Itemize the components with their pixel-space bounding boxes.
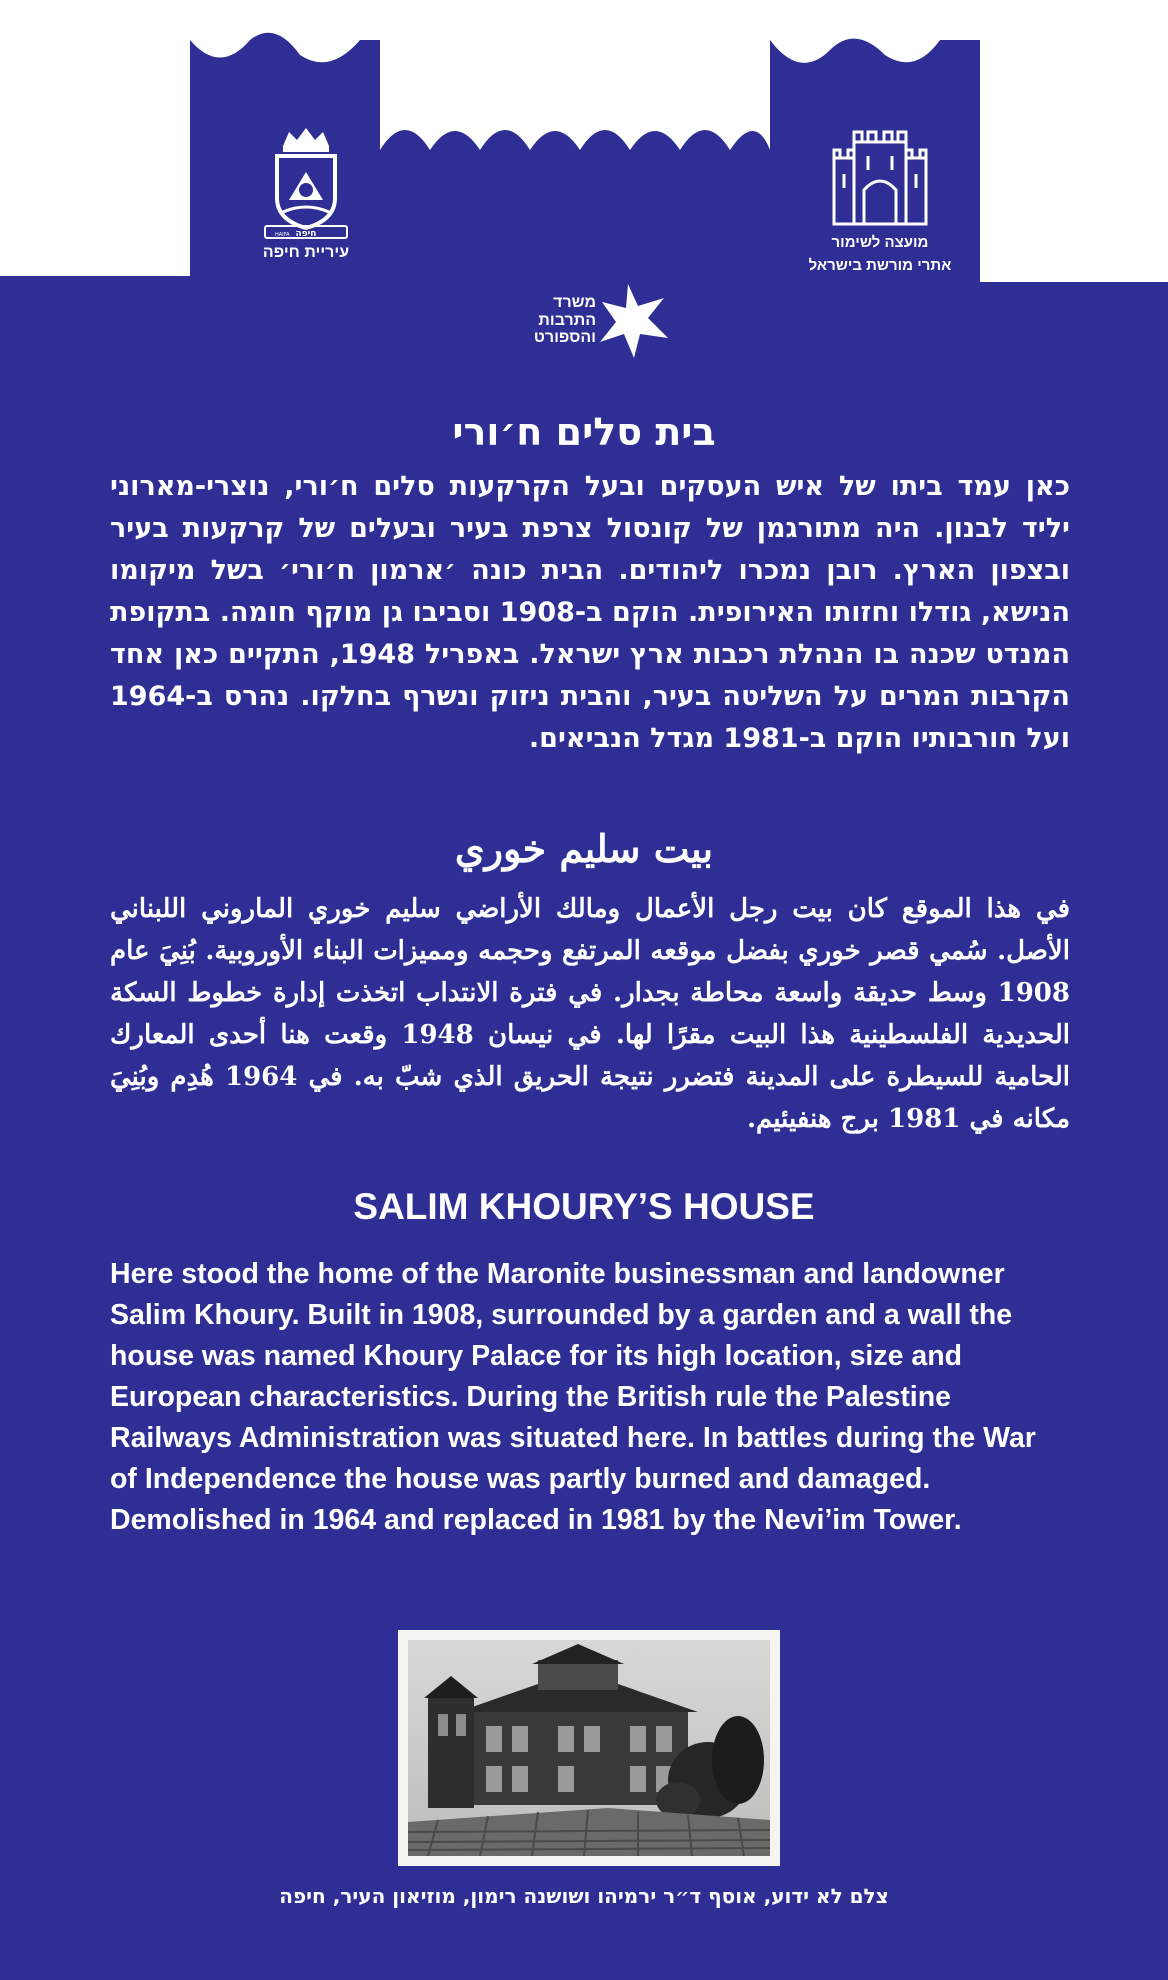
council-logo-line-1: מועצה לשימור bbox=[831, 234, 929, 251]
english-body: Here stood the home of the Maronite businessman and landowner Salim Khoury. Built in 1908, surrounded by a garden and a wall the house was named Khoury Palace for its high location, size and European characteristics. During the British rule the Palestine Railways Administration was situated here. In battles during the War of Independence the house was partly burned and damaged. Demolished in 1964 and replaced in 1981 by the Nevi’im Tower. bbox=[110, 1258, 1036, 1536]
arabic-title: بيت سليم خوري bbox=[454, 826, 714, 871]
photo-credit: צלם לא ידוע, אוסף ד״ר ירמיהו ושושנה רימון, מוזיאון העיר, חיפה bbox=[279, 1884, 889, 1908]
arabic-body: في هذا الموقع كان بيت رجل الأعمال ومالك الأراضي سليم خوري الماروني اللبناني الأصل. سُمي قصر خوري بفضل موقعه المرتفع وحجمه ومميزات البناء الأوروبية. بُنِيَ عام 1908 وسط حديقة واسعة محاطة بجدار. في فترة الانتداب اتخذت إدارة خطوط السكة الحديدية الفلسطينية هذا البيت مقرًا لها. في نيسان 1948 وقعت هنا أحدى المعارك الحامية للسيطرة على المدينة فتضرر نتيجة الحريق الذي شبّ به. في 1964 هُدِم وبُنِيَ مكانه في 1981 برج هنفيئيم. bbox=[110, 894, 1070, 1134]
ministry-star-icon bbox=[594, 280, 674, 360]
city-logo-small-letters: HAIFA bbox=[275, 232, 290, 238]
ministry-logo-line-2: התרבות bbox=[538, 311, 596, 329]
historic-photo-frame bbox=[398, 1630, 780, 1866]
haifa-coat-of-arms-icon bbox=[261, 128, 351, 240]
hebrew-body: כאן עמד ביתו של איש העסקים ובעל הקרקעות סלים ח׳ורי, נוצרי-מארוני יליד לבנון. היה מתורגמן של קונסול צרפת בעיר ובעלים של קרקעות בעיר ובצפון הארץ. רובן נמכרו ליהודים. הבית כונה ׳ארמון ח׳ורי׳ בשל מיקומו הנישא, גודלו וחזותו האירופית. הוקם ב-1908 וסביבו גן מוקף חומה. בתקופת המנדט שכנה בו הנהלת רכבות ארץ ישראל. באפריל 1948, התקיים כאן אחד הקרבות המרים על השליטה בעיר, והבית ניזוק ונשרף בחלקו. נהרס ב-1964 ועל חורבותיו הוקם ב-1981 מגדל הנביאים. bbox=[110, 471, 1071, 754]
haifa-city-logo bbox=[246, 128, 366, 262]
english-title: SALIM KHOURY’S HOUSE bbox=[353, 1186, 815, 1227]
ministry-logo-line-3: והספורט bbox=[533, 329, 596, 347]
heritage-council-logo bbox=[790, 128, 970, 275]
ministry-logo-text bbox=[510, 294, 596, 347]
city-logo-caption: עיריית חיפה bbox=[262, 244, 350, 261]
heritage-building-icon bbox=[828, 128, 932, 228]
city-logo-banner: חיפה bbox=[295, 229, 317, 239]
hebrew-title: בית סלים ח׳ורי bbox=[452, 410, 716, 454]
ministry-logo-line-1: משרד bbox=[553, 294, 596, 311]
council-logo-line-2: אתרי מורשת בישראל bbox=[808, 257, 952, 275]
ministry-culture-sport-logo bbox=[510, 280, 680, 360]
historic-house-photo bbox=[408, 1640, 770, 1856]
